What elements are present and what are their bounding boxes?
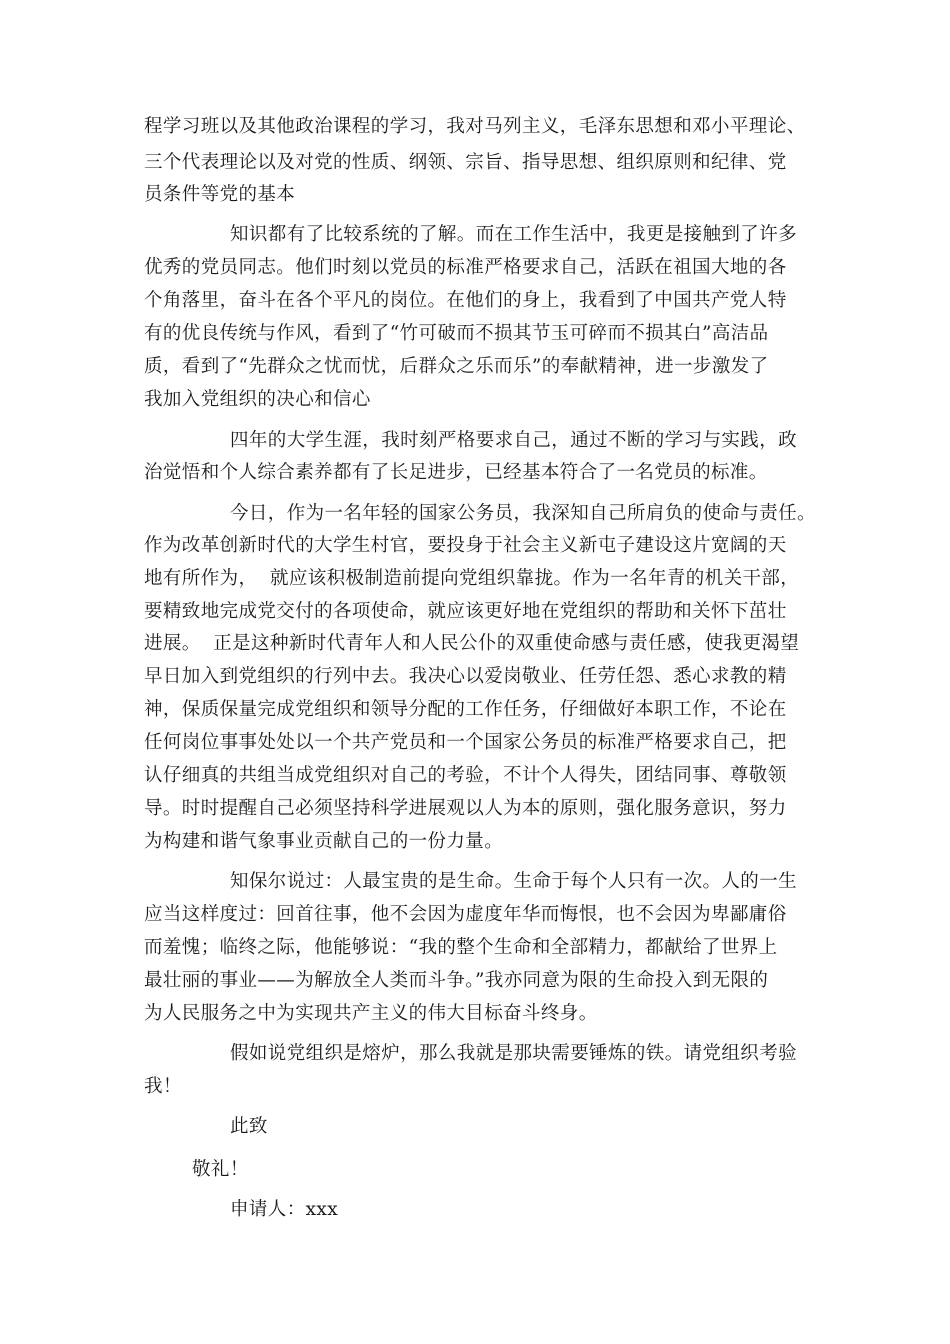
text-line: 导。时时提醒自己必须坚持科学进展观以人为本的原则，强化服务意识，努力 (144, 798, 787, 819)
text-line: 而羞愧；临终之际，他能够说：“我的整个生命和全部精力，都献给了世界上 (144, 937, 778, 958)
text-line: 知识都有了比较系统的了解。而在工作生活中，我更是接触到了许多 (230, 224, 798, 245)
text-line: 质，看到了“先群众之忧而忧，后群众之乐而乐”的奉献精神，进一步激发了 (144, 356, 769, 377)
text-line: 我！ (144, 1076, 182, 1097)
text-line: 认仔细真的共组当成党组织对自己的考验，不计个人得失，团结同事、尊敬领 (144, 765, 787, 786)
text-line: 员条件等党的基本 (144, 184, 296, 205)
text-line: 优秀的党员同志。他们时刻以党员的标准严格要求自己，活跃在祖国大地的各 (144, 257, 787, 278)
text-line: 程学习班以及其他政治课程的学习，我对马列主义，毛泽东思想和邓小平理论、 (144, 116, 806, 137)
text-line: 今日，作为一名年轻的国家公务员，我深知自己所肩负的使命与责任。 (230, 503, 816, 524)
salutation: 敬礼！ (192, 1159, 249, 1180)
text-line: 个角落里，奋斗在各个平凡的岗位。在他们的身上，我看到了中国共产党人特 (144, 290, 787, 311)
text-line: 要精致地完成党交付的各项使命，就应该更好地在党组织的帮助和关怀下茁壮 (144, 601, 787, 622)
text-line: 神，保质保量完成党组织和领导分配的工作任务，仔细做好本职工作，不论在 (144, 699, 787, 720)
text-line: 作为改革创新时代的大学生村官，要投身于社会主义新屯子建设这片宽阔的天 (144, 535, 787, 556)
text-line: 为构建和谐气象事业贡献自己的一份力量。 (144, 831, 504, 852)
text-line: 治觉悟和个人综合素养都有了长足进步，已经基本符合了一名党员的标准。 (144, 462, 768, 483)
text-line: 应当这样度过：回首往事，他不会因为虚度年华而悔恨，也不会因为卑鄙庸俗 (144, 904, 787, 925)
text-line: 进展。 正是这种新时代青年人和人民公仆的双重使命感与责任感，使我更渴望 (144, 633, 800, 654)
text-line: 假如说党组织是熔炉，那么我就是那块需要锤炼的铁。请党组织考验 (230, 1043, 798, 1064)
text-line: 最壮丽的事业——为解放全人类而斗争。”我亦同意为限的生命投入到无限的 (144, 970, 769, 991)
text-line: 我加入党组织的决心和信心 (144, 389, 371, 410)
text-line: 早日加入到党组织的行列中去。我决心以爱岗敬业、任劳任怨、悉心求教的精 (144, 666, 787, 687)
text-line: 知保尔说过：人最宝贵的是生命。生命于每个人只有一次。人的一生 (230, 871, 798, 892)
text-line: 有的优良传统与作风，看到了“竹可破而不损其节玉可碎而不损其白”高洁品 (144, 323, 769, 344)
text-line: 三个代表理论以及对党的性质、纲领、宗旨、指导思想、组织原则和纪律、党 (144, 152, 787, 173)
text-line: 地有所作为， 就应该积极制造前提向党组织靠拢。作为一名年青的机关干部， (144, 568, 800, 589)
text-line: 四年的大学生涯，我时刻严格要求自己，通过不断的学习与实践，政 (230, 430, 798, 451)
closing-phrase: 此致 (230, 1116, 268, 1137)
text-line: 任何岗位事事处处以一个共产党员和一个国家公务员的标准严格要求自己，把 (144, 732, 787, 753)
text-line: 为人民服务之中为实现共产主义的伟大目标奋斗终身。 (144, 1003, 598, 1024)
applicant-signature-line: 申请人：xxx (230, 1199, 339, 1220)
